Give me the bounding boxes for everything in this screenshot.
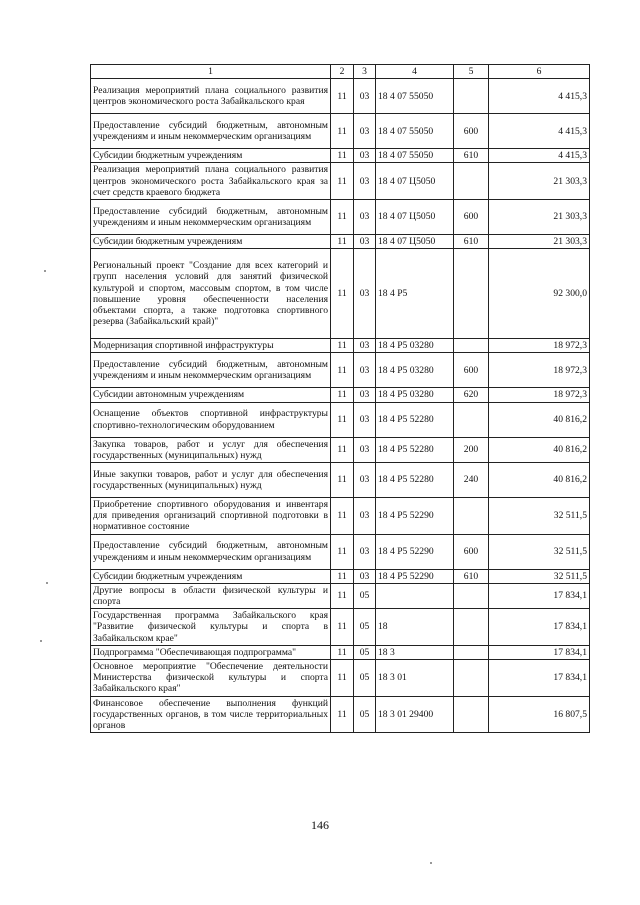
table-row (91, 339, 590, 353)
cell-name: Субсидии бюджетным учреждениям (91, 235, 331, 249)
column-header-2: 2 (331, 65, 354, 79)
cell-sum: 17 834,1 (489, 583, 590, 608)
table-row (91, 79, 590, 114)
cell-sub: 03 (354, 353, 376, 388)
cell-sec: 11 (331, 402, 354, 437)
cell-name: Подпрограмма "Обеспечивающая подпрограмма" (91, 645, 331, 659)
cell-cs (376, 583, 454, 608)
cell-sub: 05 (354, 660, 376, 697)
cell-name: Субсидии бюджетным учреждениям (91, 569, 331, 583)
cell-sum: 21 303,3 (489, 200, 590, 235)
column-header-3: 3 (354, 65, 376, 79)
cell-sec: 11 (331, 79, 354, 114)
cell-sum: 40 816,2 (489, 463, 590, 498)
cell-cs: 18 4 07 55050 (376, 114, 454, 149)
cell-sub: 05 (354, 583, 376, 608)
cell-sum: 4 415,3 (489, 114, 590, 149)
column-header-4: 4 (376, 65, 454, 79)
cell-sec: 11 (331, 569, 354, 583)
cell-sub: 03 (354, 235, 376, 249)
cell-cs: 18 4 07 55050 (376, 79, 454, 114)
cell-vr (454, 645, 489, 659)
cell-sum: 17 834,1 (489, 645, 590, 659)
cell-vr: 600 (454, 353, 489, 388)
table-row (91, 498, 590, 535)
cell-vr: 610 (454, 235, 489, 249)
cell-sec: 11 (331, 114, 354, 149)
table-row (91, 235, 590, 249)
cell-cs: 18 3 01 (376, 660, 454, 697)
cell-name: Реализация мероприятий плана социального развития центров экономического роста Забайкальского края (91, 79, 331, 114)
cell-sub: 03 (354, 339, 376, 353)
table-row (91, 388, 590, 402)
table-row (91, 463, 590, 498)
cell-cs: 18 4 P5 (376, 249, 454, 339)
cell-cs: 18 4 P5 52290 (376, 569, 454, 583)
cell-name: Основное мероприятие "Обеспечение деятельности Министерства физической культуры и спорта Забайкальского края" (91, 660, 331, 697)
cell-sub: 03 (354, 114, 376, 149)
scan-speck (40, 640, 42, 642)
cell-name: Закупка товаров, работ и услуг для обеспечения государственных (муниципальных) нужд (91, 437, 331, 462)
cell-sum: 18 972,3 (489, 353, 590, 388)
cell-vr (454, 609, 489, 646)
scan-speck (430, 862, 432, 864)
cell-sub: 03 (354, 249, 376, 339)
cell-name: Финансовое обеспечение выполнения функций государственных органов, в том числе территориальных органов (91, 696, 331, 733)
scan-speck (46, 582, 48, 584)
cell-name: Предоставление субсидий бюджетным, автономным учреждениям и иным некоммерческим организациям (91, 353, 331, 388)
cell-cs: 18 4 P5 52280 (376, 437, 454, 462)
cell-name: Предоставление субсидий бюджетным, автономным учреждениям и иным некоммерческим организациям (91, 534, 331, 569)
cell-name: Приобретение спортивного оборудования и инвентаря для приведения организаций спортивной подготовки в нормативное состояние (91, 498, 331, 535)
cell-sum: 4 415,3 (489, 79, 590, 114)
table-row (91, 200, 590, 235)
cell-name: Иные закупки товаров, работ и услуг для обеспечения государственных (муниципальных) нужд (91, 463, 331, 498)
column-header-1: 1 (91, 65, 331, 79)
cell-vr (454, 498, 489, 535)
cell-name: Предоставление субсидий бюджетным, автономным учреждениям и иным некоммерческим организациям (91, 114, 331, 149)
table-row (91, 437, 590, 462)
cell-sec: 11 (331, 645, 354, 659)
cell-cs: 18 3 01 29400 (376, 696, 454, 733)
cell-sec: 11 (331, 437, 354, 462)
cell-vr (454, 79, 489, 114)
cell-vr: 200 (454, 437, 489, 462)
cell-sec: 11 (331, 696, 354, 733)
cell-cs: 18 4 P5 03280 (376, 353, 454, 388)
cell-sum: 32 511,5 (489, 498, 590, 535)
cell-cs: 18 4 P5 52280 (376, 402, 454, 437)
table-row (91, 534, 590, 569)
table-row (91, 114, 590, 149)
cell-sub: 03 (354, 388, 376, 402)
cell-sec: 11 (331, 149, 354, 163)
cell-sec: 11 (331, 583, 354, 608)
cell-sub: 03 (354, 200, 376, 235)
cell-name: Субсидии автономным учреждениям (91, 388, 331, 402)
cell-cs: 18 4 P5 52290 (376, 498, 454, 535)
cell-sub: 03 (354, 402, 376, 437)
column-header-6: 6 (489, 65, 590, 79)
cell-cs: 18 4 07 Ц5050 (376, 163, 454, 200)
cell-sum: 32 511,5 (489, 569, 590, 583)
cell-sec: 11 (331, 463, 354, 498)
cell-cs: 18 4 07 Ц5050 (376, 200, 454, 235)
cell-sub: 05 (354, 645, 376, 659)
cell-sub: 03 (354, 163, 376, 200)
table-row (91, 402, 590, 437)
cell-vr: 610 (454, 569, 489, 583)
cell-vr: 600 (454, 200, 489, 235)
table-row (91, 149, 590, 163)
cell-sec: 11 (331, 200, 354, 235)
cell-sub: 03 (354, 534, 376, 569)
cell-vr (454, 583, 489, 608)
cell-cs: 18 4 07 Ц5050 (376, 235, 454, 249)
page-number: 146 (311, 818, 329, 832)
table-row (91, 163, 590, 200)
cell-sec: 11 (331, 235, 354, 249)
table-header (91, 65, 590, 79)
cell-name: Реализация мероприятий плана социального развития центров экономического роста Забайкальского края за счет средств краевого бюджета (91, 163, 331, 200)
table-body (91, 79, 590, 733)
cell-sum: 32 511,5 (489, 534, 590, 569)
cell-sec: 11 (331, 660, 354, 697)
header-row (91, 65, 590, 79)
cell-vr: 600 (454, 534, 489, 569)
cell-name: Другие вопросы в области физической культуры и спорта (91, 583, 331, 608)
cell-name: Модернизация спортивной инфраструктуры (91, 339, 331, 353)
cell-vr (454, 339, 489, 353)
table-row (91, 249, 590, 339)
cell-cs: 18 3 (376, 645, 454, 659)
cell-sec: 11 (331, 609, 354, 646)
table-row (91, 696, 590, 733)
cell-cs: 18 4 P5 52280 (376, 463, 454, 498)
budget-table (90, 64, 590, 733)
cell-sum: 18 972,3 (489, 388, 590, 402)
cell-sec: 11 (331, 339, 354, 353)
cell-sum: 21 303,3 (489, 163, 590, 200)
cell-cs: 18 4 P5 52290 (376, 534, 454, 569)
table-row (91, 645, 590, 659)
table-row (91, 583, 590, 608)
scan-speck (44, 270, 46, 272)
cell-sec: 11 (331, 498, 354, 535)
cell-name: Субсидии бюджетным учреждениям (91, 149, 331, 163)
cell-sec: 11 (331, 353, 354, 388)
cell-cs: 18 4 P5 03280 (376, 339, 454, 353)
cell-vr: 600 (454, 114, 489, 149)
cell-sec: 11 (331, 163, 354, 200)
table-row (91, 569, 590, 583)
cell-vr (454, 660, 489, 697)
cell-sub: 03 (354, 498, 376, 535)
cell-cs: 18 4 07 55050 (376, 149, 454, 163)
cell-sum: 18 972,3 (489, 339, 590, 353)
cell-sub: 03 (354, 79, 376, 114)
cell-sum: 40 816,2 (489, 402, 590, 437)
cell-name: Оснащение объектов спортивной инфраструктуры спортивно-технологическим оборудованием (91, 402, 331, 437)
cell-vr (454, 163, 489, 200)
cell-sum: 16 807,5 (489, 696, 590, 733)
cell-sub: 03 (354, 463, 376, 498)
cell-vr: 620 (454, 388, 489, 402)
cell-sum: 92 300,0 (489, 249, 590, 339)
cell-sum: 17 834,1 (489, 609, 590, 646)
cell-sub: 05 (354, 609, 376, 646)
cell-vr: 240 (454, 463, 489, 498)
cell-name: Государственная программа Забайкальского края "Развитие физической культуры и спорта в Забайкальском крае" (91, 609, 331, 646)
table-row (91, 609, 590, 646)
cell-sum: 40 816,2 (489, 437, 590, 462)
cell-name: Региональный проект "Создание для всех категорий и групп населения условий для занятий физической культурой и спортом, массовым спортом, в том числе повышение уровня обеспеченности населения объектами спорта, а также подготовка спортивного резерва (Забайкальский край)" (91, 249, 331, 339)
cell-vr (454, 402, 489, 437)
cell-cs: 18 4 P5 03280 (376, 388, 454, 402)
cell-sub: 05 (354, 696, 376, 733)
cell-sum: 4 415,3 (489, 149, 590, 163)
cell-sub: 03 (354, 569, 376, 583)
cell-name: Предоставление субсидий бюджетным, автономным учреждениям и иным некоммерческим организациям (91, 200, 331, 235)
cell-sec: 11 (331, 534, 354, 569)
cell-vr (454, 249, 489, 339)
cell-sub: 03 (354, 437, 376, 462)
cell-sum: 21 303,3 (489, 235, 590, 249)
cell-cs: 18 (376, 609, 454, 646)
cell-vr: 610 (454, 149, 489, 163)
cell-sec: 11 (331, 249, 354, 339)
cell-sub: 03 (354, 149, 376, 163)
table-row (91, 660, 590, 697)
table-row (91, 353, 590, 388)
cell-sec: 11 (331, 388, 354, 402)
column-header-5: 5 (454, 65, 489, 79)
cell-vr (454, 696, 489, 733)
cell-sum: 17 834,1 (489, 660, 590, 697)
